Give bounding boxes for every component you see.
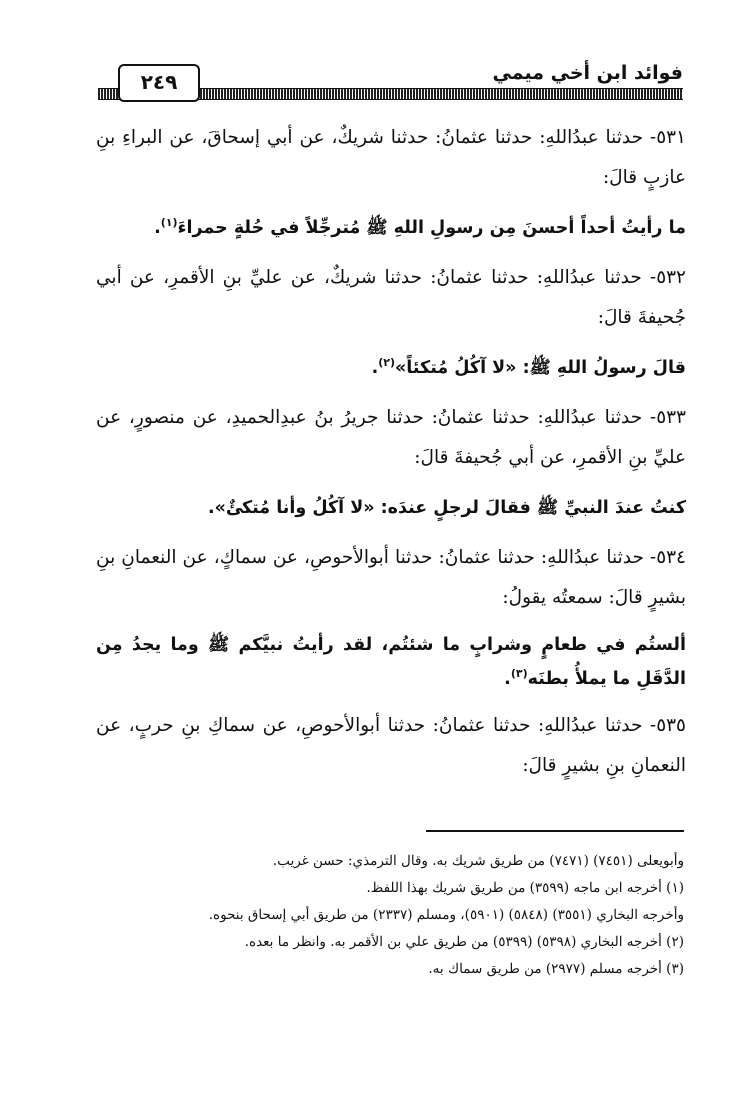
footnote-ref-2: (٢) <box>378 356 395 370</box>
hadith-533-chain: ٥٣٣- حدثنا عبدُاللهِ: حدثنا عثمانُ: حدثنا جريرُ بنُ عبدِالحميدِ، عن منصورٍ، عن عليِّ بنِ الأقمرِ، عن أبي جُحيفةَ قالَ: <box>96 407 686 468</box>
footnote-ref-1: (١) <box>160 216 178 230</box>
hadith-534-chain: ٥٣٤- حدثنا عبدُاللهِ: حدثنا عثمانُ: حدثنا أبوالأحوصِ، عن سماكٍ، عن النعمانِ بنِ بشيرٍ قالَ: سمعتُه يقولُ: <box>96 547 686 608</box>
footnote-line: (٢) أخرجه البخاري (٥٣٩٨) (٥٣٩٩) من طريق علي بن الأقمر به. وانظر ما بعده. <box>244 934 684 950</box>
footnote-line: وأبويعلى (٧٤٥١) (٧٤٧١) من طريق شريك به. وقال الترمذي: حسن غريب. <box>272 853 684 869</box>
footnote-line: (٣) أخرجه مسلم (٢٩٧٧) من طريق سماك به. <box>428 961 684 977</box>
hadith-534-matn: ألستُم في طعامٍ وشرابٍ ما شئتُم، لقد رأيتُ نبيَّكم ﷺ وما يجدُ مِن الدَّقَلِ ما يملأُ بطنَه <box>96 635 686 689</box>
book-title: فوائد ابن أخي ميمي <box>492 62 683 84</box>
hadith-535-chain: ٥٣٥- حدثنا عبدُاللهِ: حدثنا عثمانُ: حدثنا أبوالأحوصِ، عن سماكِ بنِ حربٍ، عن النعمانِ بنِ بشيرٍ قالَ: <box>96 715 686 776</box>
footnote-line: (١) أخرجه ابن ماجه (٣٥٩٩) من طريق شريك بهذا اللفظ. <box>366 880 684 896</box>
main-text <box>96 118 686 786</box>
hadith-533-text: كنتُ عندَ النبيِّ ﷺ فقالَ لرجلٍ عندَه: «لا آكُلُ وأنا مُتكئٌ». <box>207 498 686 518</box>
hadith-531-end: . <box>154 218 161 238</box>
hadith-532-lead: قالَ رسولُ اللهِ ﷺ: <box>516 358 686 378</box>
hadith-532-text <box>96 348 686 388</box>
hadith-532-chain: ٥٣٢- حدثنا عبدُاللهِ: حدثنا عثمانُ: حدثنا شريكٌ، عن عليِّ بنِ الأقمرِ، عن أبي جُحيفةَ قالَ: <box>96 267 686 328</box>
hadith-534-end: . <box>504 669 511 689</box>
page-header <box>98 58 683 102</box>
hadith-531-text <box>96 208 686 248</box>
hadith-531-chain: ٥٣١- حدثنا عبدُاللهِ: حدثنا عثمانُ: حدثنا شريكٌ، عن أبي إسحاقَ، عن البراءِ بنِ عازبٍ قالَ: <box>96 127 686 188</box>
footnote-ref-3: (٣) <box>510 667 528 681</box>
footnotes <box>96 848 684 983</box>
page-number: ٢٤٩ <box>118 64 200 102</box>
footnote-separator <box>426 830 684 832</box>
hadith-532-matn: «لا آكُلُ مُتكئاً» <box>395 358 517 378</box>
footnote-line: وأخرجه البخاري (٣٥٥١) (٥٨٤٨) (٥٩٠١)، ومسلم (٢٣٣٧) من طريق أبي إسحاق بنحوه. <box>208 907 684 923</box>
hadith-532-end: . <box>371 358 379 378</box>
hadith-534-text <box>96 628 686 696</box>
hadith-531-matn: ما رأيتُ أحداً أحسنَ مِن رسولِ اللهِ ﷺ مُترجِّلاً في حُلةٍ حمراءَ <box>177 218 686 238</box>
